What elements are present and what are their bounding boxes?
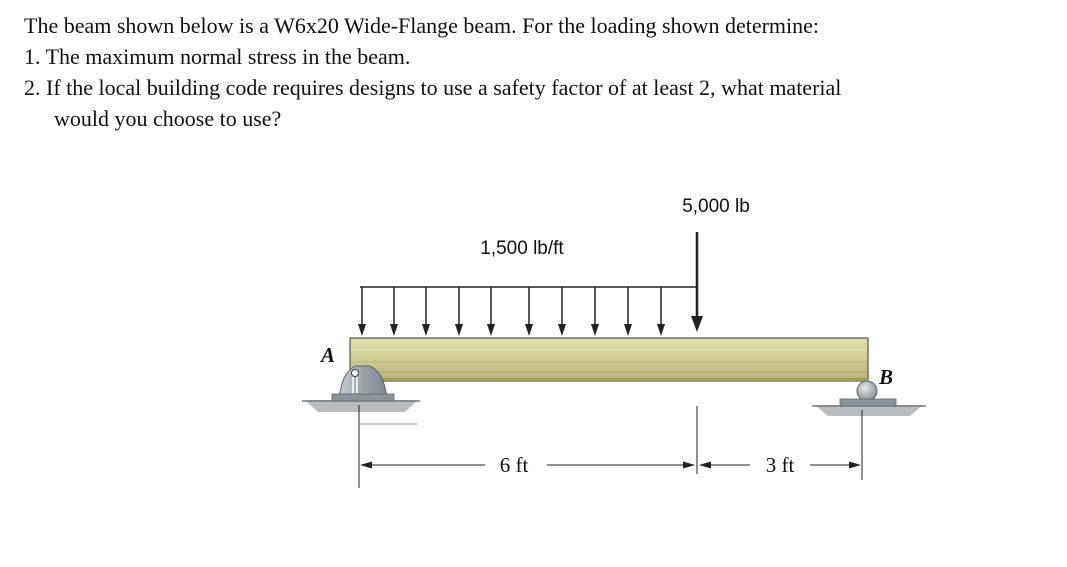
load-arrow [390, 287, 398, 336]
load-arrow [657, 287, 665, 336]
question-2-line-1: 2. If the local building code requires designs to use a safety factor of at least 2, what material [24, 75, 842, 100]
support-b-roller [857, 381, 877, 401]
dimensions [359, 405, 862, 488]
dimension-arrow [699, 462, 711, 469]
support-a-pin [352, 370, 359, 377]
load-arrow [624, 287, 632, 336]
load-arrow [591, 287, 599, 336]
load-arrow [358, 287, 366, 336]
distributed-load [358, 238, 697, 336]
support-a-label: A [320, 343, 336, 367]
dimension-arrow [360, 462, 372, 469]
point-load [682, 196, 750, 332]
point-load-arrow-head [691, 316, 703, 332]
dimension-arrow [849, 462, 861, 469]
beam [350, 338, 868, 382]
question-1: 1. The maximum normal stress in the beam. [24, 44, 411, 69]
distributed-load-arrows [358, 287, 665, 336]
support-b-plate [840, 399, 896, 406]
support-a-plate [332, 394, 394, 401]
support-a-ground [305, 400, 418, 412]
beam-body [350, 338, 868, 381]
load-arrow [487, 287, 495, 336]
question-2-line-2: would you choose to use? [54, 106, 282, 131]
dimension-arrow [683, 462, 695, 469]
load-arrow [558, 287, 566, 336]
dim-left-label: 6 ft [499, 453, 529, 477]
load-arrow [455, 287, 463, 336]
load-arrow [525, 287, 533, 336]
load-arrow [422, 287, 430, 336]
beam-bottom-strip [350, 378, 868, 382]
point-load-label: 5,000 lb [682, 196, 750, 217]
support-b-label: B [878, 365, 894, 389]
distributed-load-label: 1,500 lb/ft [480, 238, 564, 259]
dim-right-label: 3 ft [765, 453, 795, 477]
problem-intro: The beam shown below is a W6x20 Wide-Flange beam. For the loading shown determine: [24, 13, 820, 38]
